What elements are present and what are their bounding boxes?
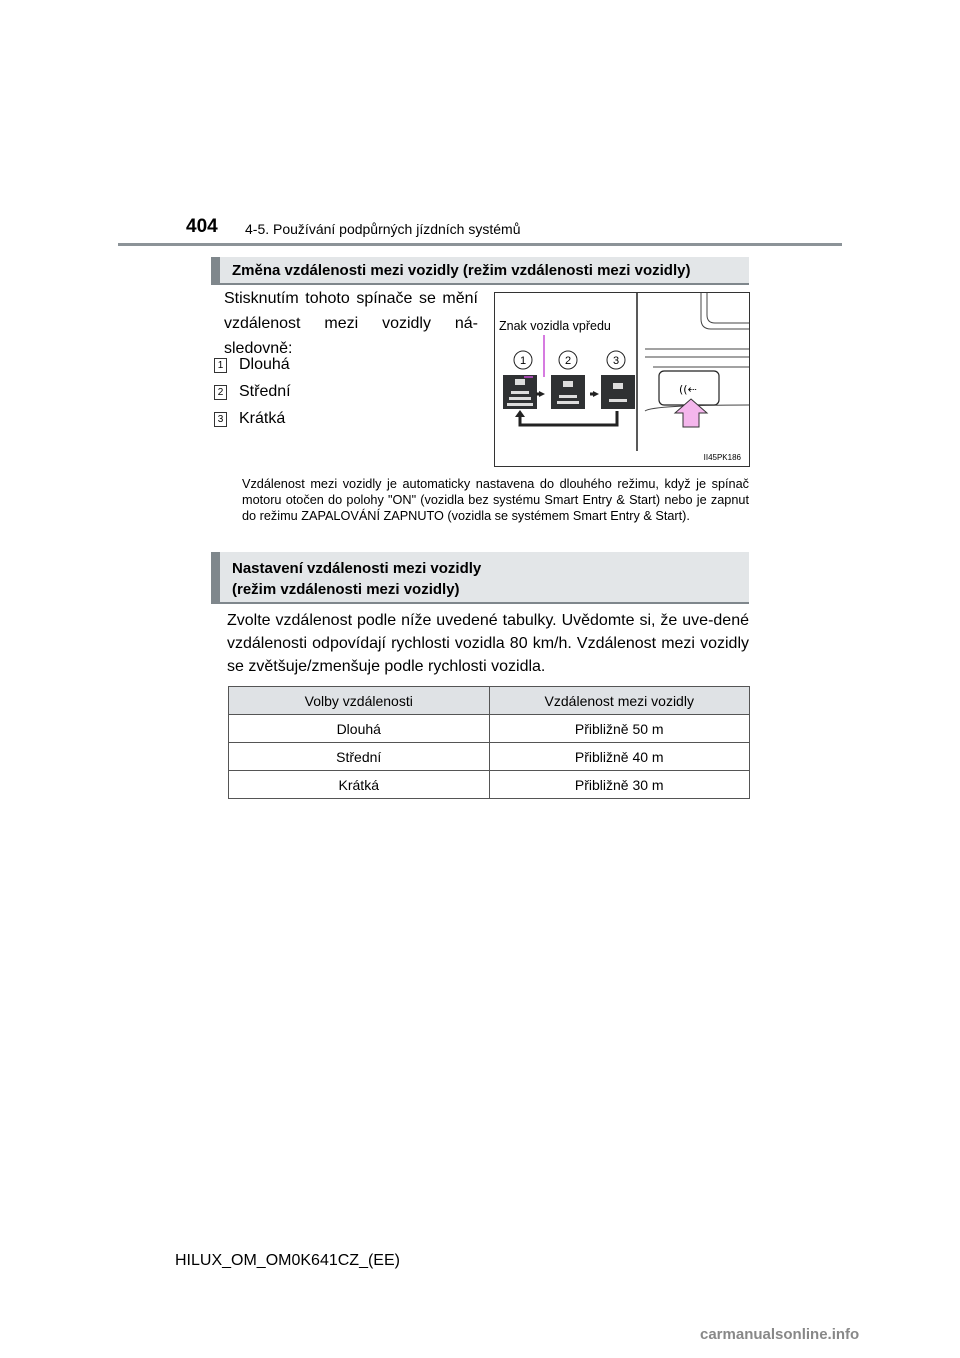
table-row (229, 715, 750, 743)
table-row (229, 743, 750, 771)
distance-switch-figure (494, 292, 750, 467)
option-item (214, 410, 285, 428)
table-header: Vzdálenost mezi vozidly (489, 687, 750, 715)
callout-label: Znak vozidla vpředu (499, 319, 611, 333)
table-cell: Dlouhá (229, 715, 490, 743)
section-heading-text: Změna vzdálenosti mezi vozidly (režim vzdálenosti mezi vozidly) (232, 262, 691, 279)
return-arrow-icon (515, 410, 525, 417)
chapter-title: 4-5. Používání podpůrných jízdních systémů (245, 221, 521, 237)
section-heading-distance-change (211, 257, 749, 285)
section-heading-line2: (režim vzdálenosti mezi vozidly) (232, 581, 460, 598)
display-icon-short (601, 375, 635, 409)
note-text: Vzdálenost mezi vozidly je automaticky nastavena do dlouhého režimu, když je spínač motoru otočen do polohy "ON" (vozidla bez systému Smart Entry & Start) nebo je zapnut do režimu ZAPALOVÁNÍ ZAPNUTO (vozidla se systémem Smart Entry & Start). (242, 477, 749, 523)
option-number: 1 (214, 358, 227, 373)
table-cell: Přibližně 50 m (489, 715, 750, 743)
table-header: Volby vzdálenosti (229, 687, 490, 715)
intro-text: Stisknutím tohoto spínače se mění vzdálenost mezi vozidly ná-sledovně: (224, 290, 478, 357)
display-icon-middle (551, 375, 585, 409)
option-number: 3 (214, 412, 227, 427)
distance-switch-icon: ((⇠ (679, 383, 697, 396)
option-number: 2 (214, 385, 227, 400)
table-cell: Přibližně 30 m (489, 771, 750, 799)
marker-3: 3 (612, 355, 620, 367)
steering-switch-illustration (645, 293, 749, 427)
figure-code: II45PK186 (703, 453, 741, 462)
table-header-row (229, 687, 750, 715)
page-number: 404 (186, 216, 218, 237)
option-item (214, 356, 290, 374)
marker-2: 2 (564, 355, 572, 367)
option-item (214, 383, 291, 401)
watermark: carmanualsonline.info (700, 1326, 860, 1343)
option-label: Střední (239, 383, 291, 400)
section-heading-line1: Nastavení vzdálenosti mezi vozidly (232, 560, 482, 577)
section-heading-distance-setting (211, 552, 749, 604)
header-divider (118, 243, 842, 246)
table-cell: Střední (229, 743, 490, 771)
option-label: Dlouhá (239, 356, 290, 373)
option-label: Krátká (239, 410, 286, 427)
table-cell: Přibližně 40 m (489, 743, 750, 771)
body-paragraph: Zvolte vzdálenost podle níže uvedené tabulky. Uvědomte si, že uve-dené vzdálenosti odpovídají rychlosti vozidla 80 km/h. Vzdálenost mezi vozidly se zvětšuje/zmenšuje podle rychlosti vozidla. (227, 612, 749, 675)
display-icon-long (503, 375, 537, 409)
marker-1: 1 (519, 355, 527, 367)
figure-illustration (495, 293, 749, 466)
table-row (229, 771, 750, 799)
table-cell: Krátká (229, 771, 490, 799)
distance-table (228, 686, 750, 799)
document-code: HILUX_OM_OM0K641CZ_(EE) (175, 1252, 400, 1269)
